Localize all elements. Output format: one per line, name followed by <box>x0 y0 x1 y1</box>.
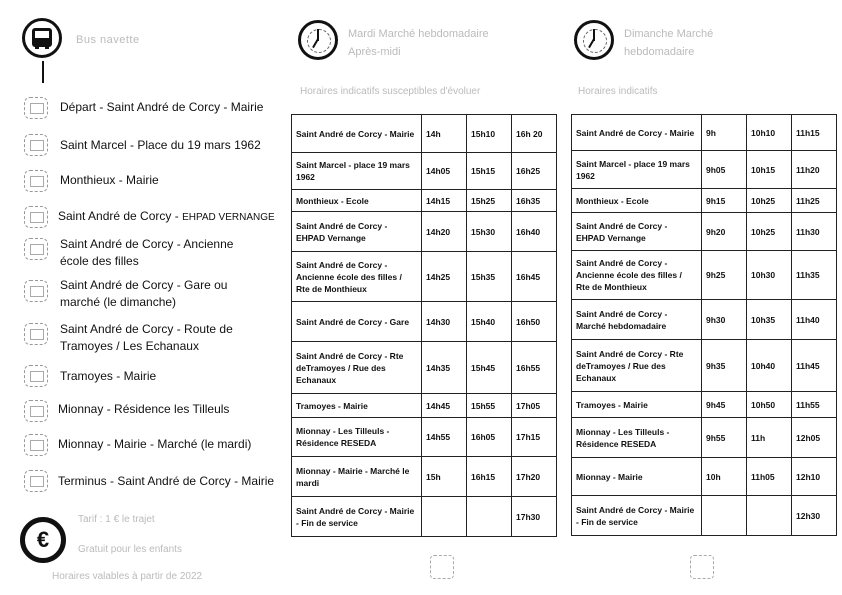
table-row <box>572 151 837 189</box>
time-cell: 16h50 <box>512 302 557 342</box>
table-row <box>292 302 557 342</box>
time-cell: 15h55 <box>467 394 512 418</box>
time-cell: 11h45 <box>792 340 837 392</box>
stop-cell: Saint André de Corcy - EHPAD Vernange <box>292 212 422 252</box>
stop-cell: Monthieux - Ecole <box>572 189 702 213</box>
stop-label: Tramoyes / Les Echanaux <box>60 339 199 353</box>
stop-label: Terminus - Saint André de Corcy - Mairie <box>58 474 275 488</box>
table-row <box>572 496 837 536</box>
time-cell: 12h05 <box>792 418 837 458</box>
stop-cell: Monthieux - Ecole <box>292 190 422 212</box>
bus-stop-icon <box>24 434 48 456</box>
time-cell: 15h25 <box>467 190 512 212</box>
time-cell: 11h25 <box>792 189 837 213</box>
time-cell: 14h15 <box>422 190 467 212</box>
table-row <box>292 342 557 394</box>
stop-cell: Saint André de Corcy - Rte deTramoyes / Rue des Echanaux <box>292 342 422 394</box>
bus-stop-icon <box>24 170 48 192</box>
table-row <box>292 457 557 497</box>
stop-cell: Tramoyes - Mairie <box>572 392 702 418</box>
time-cell: 9h45 <box>702 392 747 418</box>
time-cell: 15h <box>422 457 467 497</box>
table2-header: Dimanche Marché <box>624 28 714 40</box>
stop-label: Départ - Saint André de Corcy - Mairie <box>60 100 264 114</box>
time-cell: 16h35 <box>512 190 557 212</box>
table1-header: Après-midi <box>348 46 401 58</box>
time-cell: 9h20 <box>702 213 747 251</box>
table-row <box>292 115 557 153</box>
stop-cell: Saint André de Corcy - Ancienne école des filles / Rte de Monthieux <box>292 252 422 302</box>
time-cell: 10h50 <box>747 392 792 418</box>
time-cell: 10h10 <box>747 115 792 151</box>
time-cell: 16h45 <box>512 252 557 302</box>
bus-stop-icon <box>24 470 48 492</box>
bus-icon <box>22 18 62 58</box>
clock-icon <box>574 20 614 60</box>
time-cell: 11h40 <box>792 300 837 340</box>
schedule-table-afternoon <box>291 114 557 537</box>
time-cell: 15h15 <box>467 153 512 190</box>
table-row <box>572 115 837 151</box>
time-cell <box>702 496 747 536</box>
stop-cell: Mionnay - Les Tilleuls - Résidence RESEDA <box>572 418 702 458</box>
stop-cell: Saint André de Corcy - Mairie - Fin de service <box>292 497 422 537</box>
stop-cell: Mionnay - Mairie <box>572 458 702 496</box>
time-cell: 16h 20 <box>512 115 557 153</box>
table1-header: Mardi Marché hebdomadaire <box>348 28 489 40</box>
time-cell: 10h25 <box>747 189 792 213</box>
footer-logo-icon <box>430 555 454 579</box>
time-cell: 14h55 <box>422 418 467 457</box>
table-row <box>572 189 837 213</box>
time-cell: 15h45 <box>467 342 512 394</box>
bus-stop-icon <box>24 323 48 345</box>
table2-header: hebdomadaire <box>624 46 695 58</box>
time-cell: 15h40 <box>467 302 512 342</box>
route-line <box>42 61 44 83</box>
table2-subheader: Horaires indicatifs <box>578 86 658 97</box>
stop-cell: Saint André de Corcy - Mairie - Fin de service <box>572 496 702 536</box>
table-row <box>292 212 557 252</box>
stop-cell: Saint André de Corcy - Ancienne école des filles / Rte de Monthieux <box>572 251 702 300</box>
price-note: Horaires valables à partir de 2022 <box>52 571 203 582</box>
time-cell: 11h15 <box>792 115 837 151</box>
bus-stop-icon <box>24 400 48 422</box>
table-row <box>572 213 837 251</box>
footer-logo-icon <box>690 555 714 579</box>
time-cell: 10h15 <box>747 151 792 189</box>
stop-cell: Saint Marcel - place 19 mars 1962 <box>292 153 422 190</box>
time-cell: 14h25 <box>422 252 467 302</box>
stop-cell: Saint André de Corcy - Marché hebdomadaire <box>572 300 702 340</box>
stop-label: Mionnay - Mairie - Marché (le mardi) <box>58 437 252 451</box>
table-row <box>572 300 837 340</box>
time-cell: 12h10 <box>792 458 837 496</box>
time-cell: 15h10 <box>467 115 512 153</box>
stop-label: Saint Marcel - Place du 19 mars 1962 <box>60 138 261 152</box>
time-cell: 14h05 <box>422 153 467 190</box>
time-cell: 11h55 <box>792 392 837 418</box>
table-row <box>572 418 837 458</box>
time-cell: 16h25 <box>512 153 557 190</box>
stop-cell: Saint André de Corcy - EHPAD Vernange <box>572 213 702 251</box>
time-cell: 11h <box>747 418 792 458</box>
time-cell: 14h45 <box>422 394 467 418</box>
table-row <box>572 392 837 418</box>
time-cell: 14h20 <box>422 212 467 252</box>
stop-cell: Saint Marcel - place 19 mars 1962 <box>572 151 702 189</box>
time-cell: 16h05 <box>467 418 512 457</box>
left-header: Bus navette <box>76 34 140 46</box>
bus-stop-icon <box>24 134 48 156</box>
bus-stop-icon <box>24 365 48 387</box>
stop-label: Monthieux - Mairie <box>60 173 159 187</box>
stop-cell: Saint André de Corcy - Mairie <box>572 115 702 151</box>
euro-icon: € <box>20 517 66 563</box>
bus-stop-icon <box>24 238 48 260</box>
bus-stop-icon <box>24 280 48 302</box>
stop-label: marché (le dimanche) <box>60 295 177 309</box>
stop-label: Saint André de Corcy - Route de <box>60 322 233 336</box>
stop-label: Tramoyes - Mairie <box>60 369 157 383</box>
time-cell: 11h35 <box>792 251 837 300</box>
time-cell: 17h20 <box>512 457 557 497</box>
time-cell: 10h25 <box>747 213 792 251</box>
table-row <box>292 252 557 302</box>
time-cell: 9h15 <box>702 189 747 213</box>
time-cell: 15h35 <box>467 252 512 302</box>
table-row <box>292 153 557 190</box>
time-cell: 10h35 <box>747 300 792 340</box>
stop-label: Saint André de Corcy - Ancienne <box>60 237 234 251</box>
time-cell: 9h55 <box>702 418 747 458</box>
time-cell: 9h35 <box>702 340 747 392</box>
bus-stop-icon <box>24 206 48 228</box>
table-row <box>572 340 837 392</box>
table1-subheader: Horaires indicatifs susceptibles d'évoluer <box>300 86 481 97</box>
table-row <box>292 497 557 537</box>
stop-cell: Saint André de Corcy - Rte deTramoyes / Rue des Echanaux <box>572 340 702 392</box>
time-cell: 10h <box>702 458 747 496</box>
table-row <box>572 458 837 496</box>
stop-label: Saint André de Corcy - EHPAD VERNANGE <box>58 209 275 223</box>
time-cell: 17h05 <box>512 394 557 418</box>
time-cell: 15h30 <box>467 212 512 252</box>
stop-cell: Tramoyes - Mairie <box>292 394 422 418</box>
time-cell: 14h30 <box>422 302 467 342</box>
time-cell: 10h30 <box>747 251 792 300</box>
time-cell: 16h55 <box>512 342 557 394</box>
stop-cell: Saint André de Corcy - Gare <box>292 302 422 342</box>
stop-cell: Mionnay - Mairie - Marché le mardi <box>292 457 422 497</box>
time-cell: 14h <box>422 115 467 153</box>
time-cell: 16h15 <box>467 457 512 497</box>
time-cell: 17h30 <box>512 497 557 537</box>
bus-stop-icon <box>24 97 48 119</box>
time-cell: 14h35 <box>422 342 467 394</box>
stop-label: Mionnay - Résidence les Tilleuls <box>58 402 230 416</box>
time-cell: 11h30 <box>792 213 837 251</box>
stop-label: Saint André de Corcy - Gare ou <box>60 278 228 292</box>
time-cell: 11h05 <box>747 458 792 496</box>
table-row <box>292 418 557 457</box>
time-cell: 12h30 <box>792 496 837 536</box>
time-cell: 9h05 <box>702 151 747 189</box>
time-cell: 9h25 <box>702 251 747 300</box>
time-cell <box>467 497 512 537</box>
table-row <box>292 190 557 212</box>
time-cell: 17h15 <box>512 418 557 457</box>
stop-cell: Mionnay - Les Tilleuls - Résidence RESEDA <box>292 418 422 457</box>
time-cell: 10h40 <box>747 340 792 392</box>
stop-label: école des filles <box>60 254 139 268</box>
table-row <box>292 394 557 418</box>
stop-cell: Saint André de Corcy - Mairie <box>292 115 422 153</box>
time-cell <box>422 497 467 537</box>
price-note: Tarif : 1 € le trajet <box>78 514 155 525</box>
price-note: Gratuit pour les enfants <box>78 544 182 555</box>
clock-icon <box>298 20 338 60</box>
time-cell: 9h <box>702 115 747 151</box>
table-row <box>572 251 837 300</box>
schedule-table-sunday <box>571 114 837 536</box>
time-cell <box>747 496 792 536</box>
time-cell: 11h20 <box>792 151 837 189</box>
time-cell: 16h40 <box>512 212 557 252</box>
time-cell: 9h30 <box>702 300 747 340</box>
